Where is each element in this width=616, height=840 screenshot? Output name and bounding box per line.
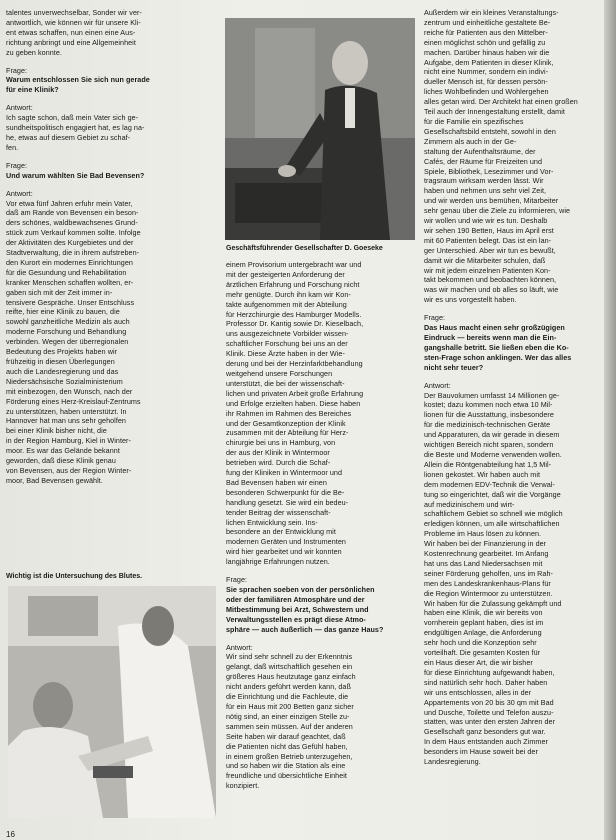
question-label: Frage: (226, 575, 248, 585)
question-block (6, 161, 214, 181)
answer-label: Antwort: (6, 103, 33, 113)
page-number: 16 (6, 830, 15, 839)
answer-block (6, 103, 214, 153)
answer-continued: einem Provisorium untergebracht war und mit der gesteigerten Anforderung der ärztlichen Erfahrung und Forschung nicht mehr genügte. Durch ihn kam wir Kon- takte aufgenommen mit der Abteilung für Herzchirurgie des Hamburger Modells. Professor Dr. Kantig sowie Dr. Kieselbach, uns ausgezeichnete Vorbilder wissen- schaftlicher Forschung bei uns an der Klinik. Diese Ärzte haben in der Wie- derung und bei der Herzinfarktbehandlung weitgehend unsere Forschungen unterstützt, die bei der wissenschaft- lichen und privaten Arbeit große Erfahrung und Erfolge erzielten haben. Diese haben ihr Rahmen im Rahmen des Bereiches und der Gesamtkonzeption der Klinik zusammen mit der Abteilung für Herz- chirurgie bei uns in Hamburg, von der aus der Klinik in Wintermoor betrieben wird. Durch die Schaf- fung der Kliniken in Wintermoor und Bad Bevensen haben wir einen besonderen Schwerpunkt für die Be- handlung gesetzt. Sie wird ein bedeu- tender Beitrag der wissenschaft- lichen Entwicklung sein. Ins- besondere an der Entwicklung mit modernen Geräten und Instrumenten wird hier gearbeitet und wir konnten langjährige Erfahrungen nutzen. (226, 260, 364, 567)
answer-block (226, 643, 416, 792)
question-text: Und warum wählten Sie Bad Bevensen? (6, 170, 145, 180)
photo-caption: Wichtig ist die Untersuchung des Blutes. (6, 573, 143, 580)
answer-text: Wir sind sehr schnell zu der Erkenntnis gelangt, daß wirtschaftlich gesehen ein größeres Haus heutzutage ganz einfach nicht anders geführt werden kann, daß die Einrichtung und die Fachleute, die für ein Haus mit 200 Betten ganz sicher nötig sind, an einer einzigen Stelle zu- sammen sein müssen. Auf der anderen Seite haben wir darauf geachtet, daß die Patienten nicht das Gefühl haben, in einem großen Betrieb unterzugehen, und so haben wir die Station als eine freundliche und übersichtliche Einheit konzipiert. (226, 652, 356, 791)
answer-label: Antwort: (226, 642, 253, 652)
column-left (6, 8, 214, 494)
page-edge-shadow (604, 0, 616, 840)
answer-text: Vor etwa fünf Jahren erfuhr mein Vater, daß am Rande von Bevensen ein beson- ders schönes, waldbewachsenes Grund- stück zum Verkauf kommen sollte. Infolge der Aktivitäten des Kurgebietes und der Stadtverwaltung, die in ihrem aufstreben- den Kurort ein modernes Einrichtungen für die Gesundung und Rehabilitation kranker Menschen schaffen wollten, er- gaben sich mit der Zeit immer in- tensivere Gespräche. Unser Entschluss reifte, hier eine Klinik zu bauen, die sowohl ganzheitliche Medizin als auch moderne Forschung und Behandlung verbinden. Wegen der überregionalen Bedeutung des Projekts haben wir frühzeitig in diesen Überlegungen auch die Landesregierung und das Niedersächsische Sozialministerium mit einbezogen, den Wunsch, nach der Förderung eines Herz-Kreislauf-Zentrums zu unterstützen, haben unterstützt. In Hannover hat man uns sehr geholfen bei einer Klinik bisher nicht, die in der Region Hamburg, Kiel in Winter- moor. Es war das Gelände bekannt geworden, daß diese Klinik genau von Bevensen, aus der Region Winter- moor, Bad Bevensen gewählt. (6, 198, 141, 485)
answer-label: Antwort: (6, 188, 33, 198)
question-text: Sie sprachen soeben von der persönlichen oder der familiären Atmosphäre und der Mitbestimmung bei Arzt, Schwestern und Verwaltungsstellen es prägt diese Atmo- sphäre — auch äußerlich — das ganze Haus? (226, 585, 384, 634)
intro-paragraph: talentes unverwechselbar, Sonder wir ver- antwortlich, wie können wir für unsere Kli- ent etwas schaffen, nun einen eine Aus- richtung anbringt und eine Allgemeinheit zu geben konnte. (6, 8, 142, 57)
question-label: Frage: (424, 313, 446, 323)
column-right (424, 8, 602, 769)
question-label: Frage: (6, 160, 28, 170)
answer-continued: Außerdem wir ein kleines Veranstaltungs- zentrum und einheitliche gestaltete Be- reiche für Patienten aus den Mittelber- einen möglichst schön und gefällig zu machen. Darüber hinaus haben wir die Aufgabe, dem Patienten in dieser Klinik, nicht eine Nummer, sondern ein indivi- dueller Mensch ist, für dessen persön- liches Wohlbefinden und Wohlergehen alles getan wird. Der Architekt hat einen großen Teil auch der Innengestaltung erstellt, damit für die Familie ein spezifisches Gesellschaftsbild entsteht, sowohl in den Zimmern als auch in der Ge- staltung der Aufenthaltsräume, der Cafés, der Räume für Freizeiten und Spiele, Bibliothek, Lesezimmer und Vor- tragsraum wirksam werden lässt. Wir haben und nehmen uns sehr viel Zeit, und wir werden uns bemühen, Mitarbeiter sehr genau über die Ziele zu informieren, wie wir wollen und wie wir es tun. Deshalb wir sehen 190 Betten, Haus im April erst mit 60 Patienten belegt. Das ist ein lan- ger Unterschied. Aber wir tun es bewußt, damit wir die Mitarbeiter schulen, daß wir mit jedem einzelnen Patienten Kon- takt bekommen und beobachten können, was wir machen und ob alles so läuft, wie wir es uns vorgestellt haben. (424, 8, 578, 305)
answer-text: Der Bauvolumen umfasst 14 Millionen ge- kostet; dazu kommen noch etwa 10 Mil- lionen für die Ausstattung, insbesondere für die medizinisch-technischen Geräte und Apparaturen, da wir gerade in diesem wichtigen Bereich nicht sparen, sondern die Beste und Moderne verwenden wollen. Allein die Röntgenabteilung hat 1,5 Mil- lionen gekostet. Wir haben auch mit dem modernen EDV-Technik die Verwal- tung so eingerichtet, daß wir die Vorgänge auf medizinischem und wirt- schaftlichem Gebiet so schnell wie möglich erledigen können, um alle wirtschaftlichen Probleme im Haus lösen zu können. Wir haben bei der Finanzierung in der Kostenrechnung gearbeitet. Im Anfang hat uns das Land Niedersachsen mit seiner Förderung geholfen, uns im Rah- men des Landeskrankenhaus-Plans für die Region Wintermoor zu unterstützen. Wir haben für die Zulassung gekämpft und haben eine Klinik, die wir bereits von vornherein geplant haben, dies ist im endgültigen Anlage, die Anforderung sehr hoch und die Konzeption sehr vorteilhaft. Die gesamten Kosten für ein Haus dieser Art, die wir bisher für diese Einrichtung aufgewandt haben, sind natürlich sehr hoch. Daher haben wir uns entschlossen, alles in der Appartements von 20 bis 30 qm mit Bad und Dusche, Toilette und Telefon auszu- statten, was unter den ersten Jahren der Gesellschaft ganz besonders gut war. In dem Haus entstanden auch Zimmer besonders im Hause soweit bei der Landesregierung. (424, 390, 563, 767)
photo-managing-partner (225, 18, 415, 240)
answer-text: Ich sagte schon, daß mein Vater sich ge- sundheitspolitisch engagiert hat, es lag na- he, etwas auf diesem Gebiet zu schaf- fen. (6, 113, 145, 152)
question-text: Das Haus macht einen sehr großzügigen Eindruck — bereits wenn man die Ein- gangshalle betritt. Sie ließen eben die Ko- sten-Frage schon anklingen. Wer das alles nicht sehr teuer? (424, 323, 572, 372)
answer-block (6, 189, 214, 486)
photo-blood-test (8, 586, 216, 818)
photo-caption: Geschäftsführender Gesellschafter D. Goeseke (226, 245, 383, 252)
answer-label: Antwort: (424, 380, 451, 390)
answer-block (424, 380, 602, 767)
question-label: Frage: (6, 65, 28, 75)
question-block (6, 66, 214, 96)
question-text: Warum entschlossen Sie sich nun gerade für eine Klinik? (6, 75, 150, 95)
question-block (424, 313, 602, 372)
column-middle (226, 260, 416, 799)
question-block (226, 575, 416, 634)
